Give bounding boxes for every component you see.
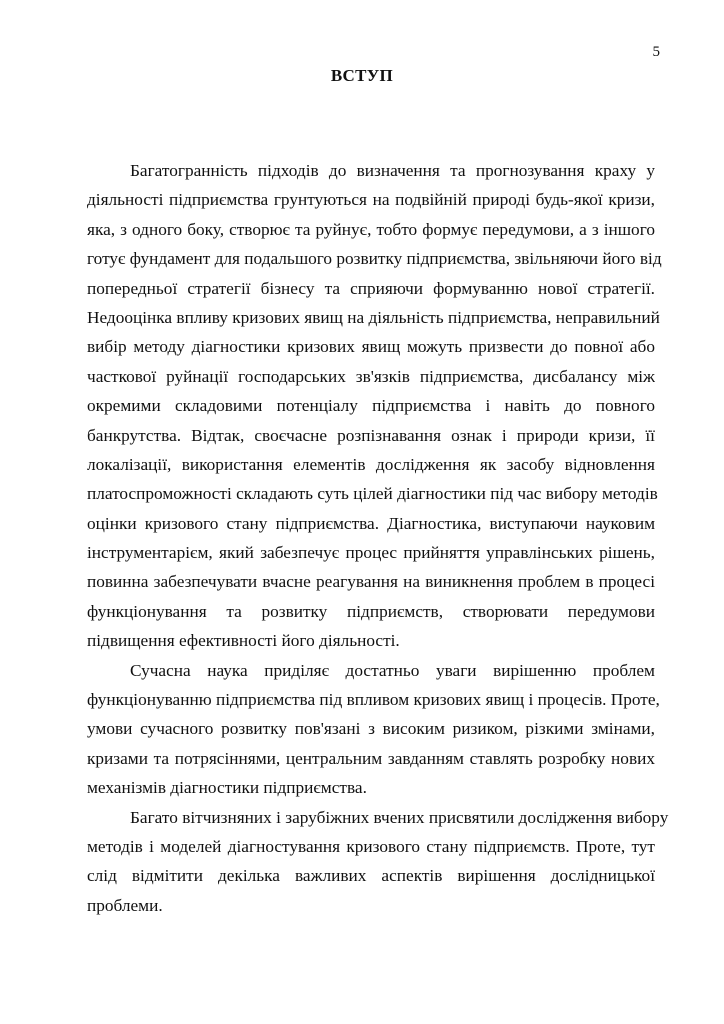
text-line: готує фундамент для подальшого розвитку підприємства, звільняючи його від (87, 249, 662, 269)
text-line: слід відмітити декілька важливих аспектів вирішення дослідницької (87, 866, 655, 886)
text-line: вибір методу діагностики кризових явищ можуть призвести до повної або (87, 337, 655, 357)
text-line: Недооцінка впливу кризових явищ на діяльність підприємства, неправильний (87, 307, 660, 327)
text-line: інструментарієм, який забезпечує процес прийняття управлінських рішень, (87, 543, 655, 563)
text-line: підвищення ефективності його діяльності. (87, 631, 400, 651)
text-line: механізмів діагностики підприємства. (87, 778, 367, 798)
text-line: умови сучасного розвитку пов'язані з високим ризиком, різкими змінами, (87, 719, 655, 739)
paragraph (87, 803, 669, 921)
document-body (87, 156, 669, 920)
text-line: функціонуванню підприємства під впливом кризових явищ і процесів. Проте, (87, 690, 660, 710)
text-line: банкрутства. Відтак, своєчасне розпізнавання ознак і природи кризи, її (87, 425, 655, 445)
text-line: методів і моделей діагностування кризового стану підприємств. Проте, тут (87, 836, 655, 856)
text-line: кризами та потрясіннями, центральним завданням ставлять розробку нових (87, 748, 655, 768)
text-line: платоспроможності складають суть цілей діагностики під час вибору методів (87, 484, 658, 504)
text-line: яка, з одного боку, створює та руйнує, тобто формує передумови, а з іншого (87, 219, 655, 239)
text-line: Сучасна наука приділяє достатньо уваги вирішенню проблем (130, 660, 655, 680)
page-number: 5 (652, 44, 660, 60)
text-line: Багатогранність підходів до визначення та прогнозування краху у (130, 161, 655, 180)
paragraph (87, 656, 660, 803)
text-line: функціонування та розвитку підприємств, створювати передумови (87, 601, 655, 621)
text-line: окремими складовими потенціалу підприємства і навіть до повного (87, 396, 655, 416)
text-line: часткової руйнації господарських зв'язків підприємства, дисбалансу між (87, 366, 655, 386)
text-line: попередньої стратегії бізнесу та сприяючи формуванню нової стратегії. (87, 278, 655, 298)
text-line: проблеми. (87, 895, 163, 915)
section-title: ВСТУП (330, 66, 394, 85)
text-line: оцінки кризового стану підприємства. Діагностика, виступаючи науковим (87, 513, 655, 533)
text-line: Багато вітчизняних і зарубіжних вчених присвятили дослідження вибору (130, 807, 669, 827)
text-line: повинна забезпечувати вчасне реагування на виникнення проблем в процесі (87, 572, 655, 592)
paragraph (87, 156, 662, 656)
text-line: локалізації, використання елементів дослідження як засобу відновлення (87, 454, 655, 474)
text-line: діяльності підприємства грунтуються на подвійній природі будь-якої кризи, (87, 190, 655, 210)
